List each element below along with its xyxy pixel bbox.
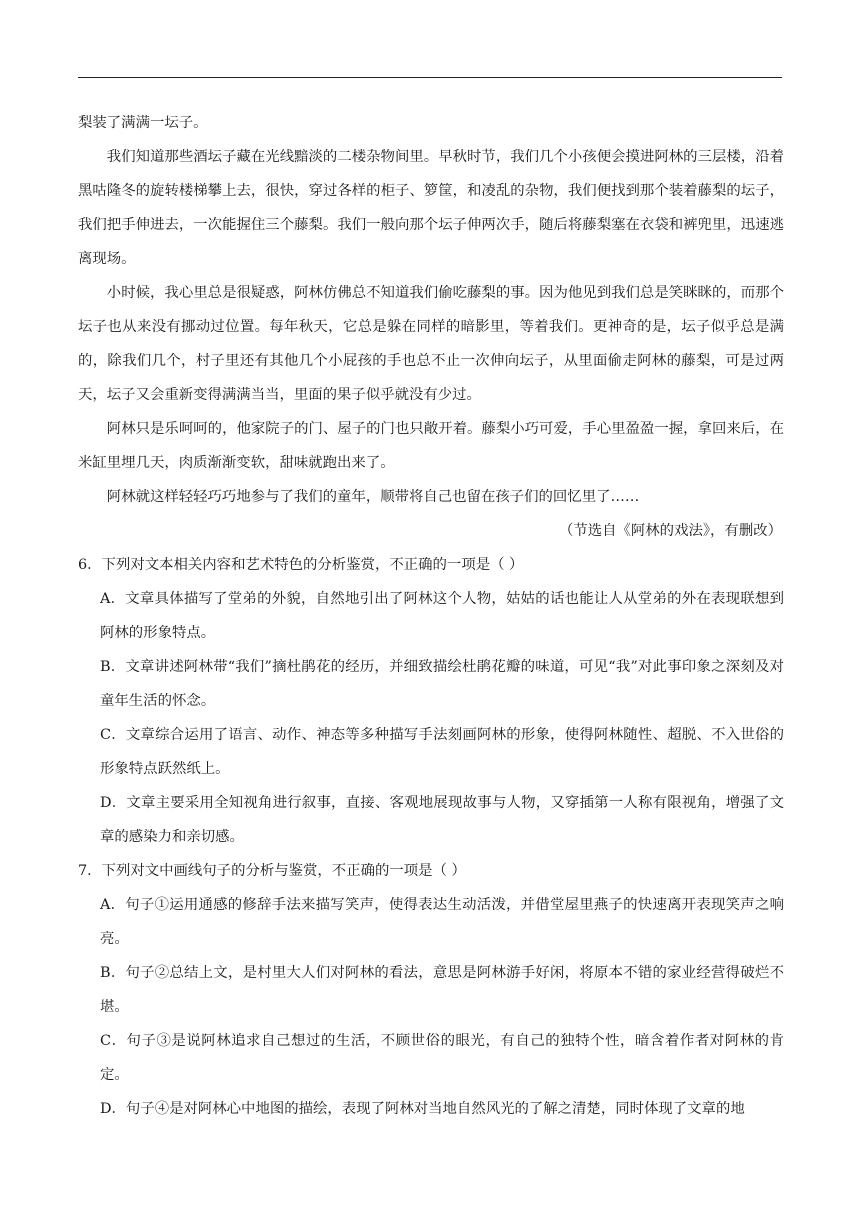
question-option: A．句子①运用通感的修辞手法来描写笑声，使得表达生动活泼，并借堂屋里燕子的快速离开表现笑声之响亮。 [100, 897, 784, 947]
passage-paragraph: 梨装了满满一坛子。 [78, 115, 208, 131]
question-option: C．句子③是说阿林追求自己想过的生活，不顾世俗的眼光，有自己的独特个性，暗含着作者对阿林的肯定。 [100, 1033, 784, 1083]
question-option: A．文章具体描写了堂弟的外貌，自然地引出了阿林这个人物，姑姑的话也能让人从堂弟的外在表现联想到阿林的形象特点。 [100, 591, 784, 641]
question-option: B．句子②总结上文，是村里大人们对阿林的看法，意思是阿林游手好闲，将原本不错的家业经营得破烂不堪。 [100, 965, 784, 1015]
question-option: D．句子④是对阿林心中地图的描绘，表现了阿林对当地自然风光的了解之清楚，同时体现了文章的地 [100, 1101, 745, 1117]
passage-paragraph: 小时候，我心里总是很疑惑，阿林仿佛总不知道我们偷吃藤梨的事。因为他见到我们总是笑眯眯的，而那个坛子也从来没有挪动过位置。每年秋天，它总是躲在同样的暗影里，等着我们。更神奇的是，坛子似乎总是满的，除我们几个，村子里还有其他几个小屁孩的手也总不止一次伸向坛子，从里面偷走阿林的藤梨，可是过两天，坛子又会重新变得满满当当，里面的果子似乎就没有少过。 [78, 285, 784, 403]
question-option: B．文章讲述阿林带“我们”摘杜鹃花的经历，并细致描绘杜鹃花瓣的味道，可见“我”对此事印象之深刻及对童年生活的怀念。 [100, 659, 784, 709]
question-stem: 6．下列对文本相关内容和艺术特色的分析鉴赏，不正确的一项是（ ） [78, 557, 524, 573]
question-option: D．文章主要采用全知视角进行叙事，直接、客观地展现故事与人物，又穿插第一人称有限视角，增强了文章的感染力和亲切感。 [100, 795, 784, 845]
header-rule [78, 77, 782, 78]
question-option: C．文章综合运用了语言、动作、神态等多种描写手法刻画阿林的形象，使得阿林随性、超脱、不入世俗的形象特点跃然纸上。 [100, 727, 784, 777]
passage-paragraph: 阿林就这样轻轻巧巧地参与了我们的童年，顺带将自己也留在孩子们的回忆里了…… [106, 489, 640, 505]
source-citation: （节选自《阿林的戏法》，有删改） [558, 523, 782, 539]
passage-paragraph: 我们知道那些酒坛子藏在光线黯淡的二楼杂物间里。早秋时节，我们几个小孩便会摸进阿林的三层楼，沿着黑咕隆冬的旋转楼梯攀上去，很快，穿过各样的柜子、箩筐，和凌乱的杂物，我们便找到那个装着藤梨的坛子，我们把手伸进去，一次能握住三个藤梨。我们一般向那个坛子伸两次手，随后将藤梨塞在衣袋和裤兜里，迅速逃离现场。 [78, 149, 784, 267]
question-stem: 7．下列对文中画线句子的分析与鉴赏，不正确的一项是（ ） [78, 863, 466, 879]
passage-paragraph: 阿林只是乐呵呵的，他家院子的门、屋子的门也只敞开着。藤梨小巧可爱，手心里盈盈一握，拿回来后，在米缸里埋几天，肉质渐渐变软，甜味就跑出来了。 [78, 421, 784, 471]
document-page [78, 106, 784, 1126]
